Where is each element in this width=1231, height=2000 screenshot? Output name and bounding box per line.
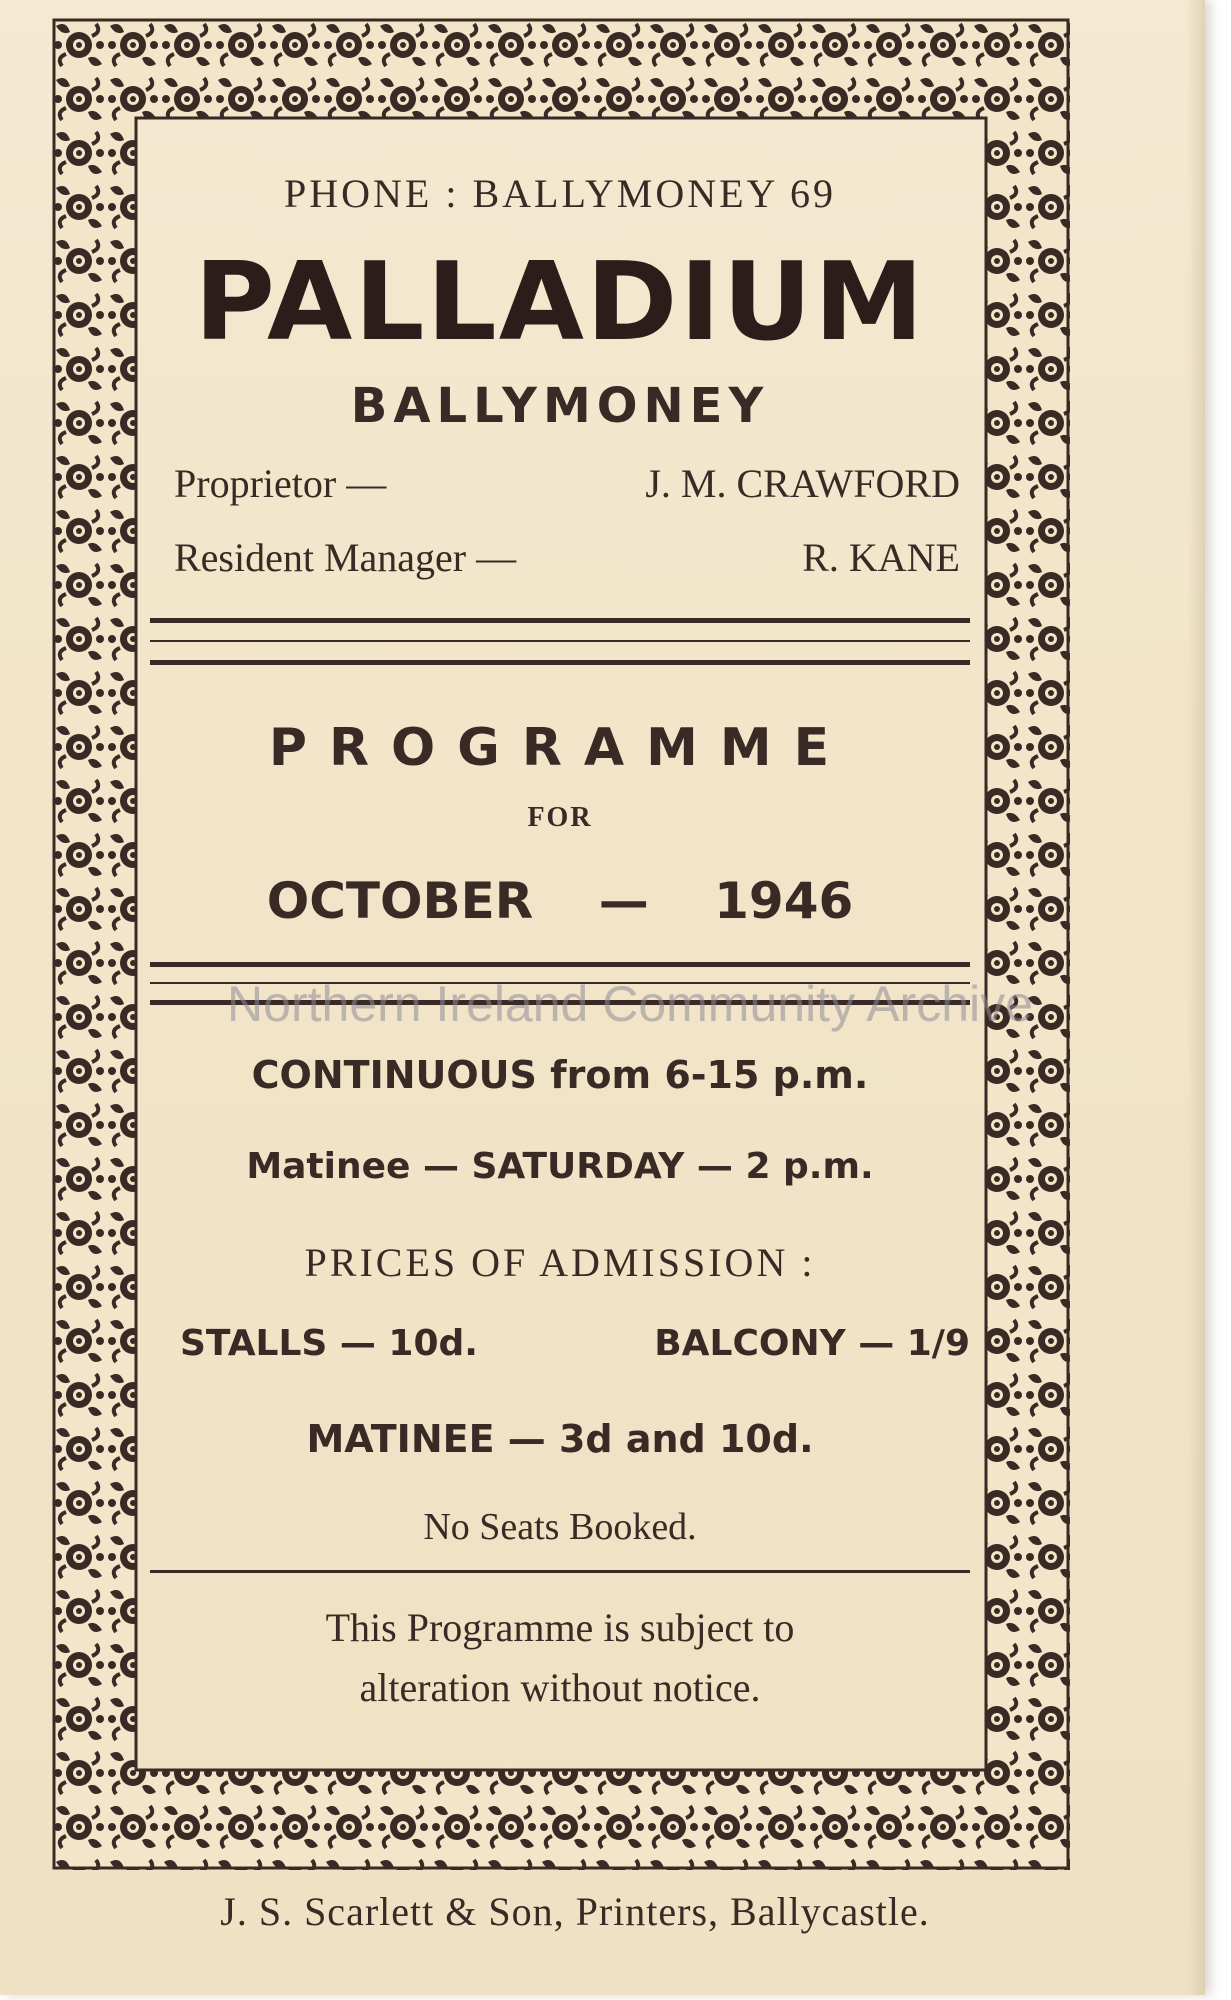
stalls-price: STALLS — 10d. — [180, 1323, 478, 1364]
manager-line — [174, 534, 960, 581]
divider-rule — [150, 618, 970, 623]
programme-heading: PROGRAMME — [268, 718, 852, 778]
programme-date — [150, 872, 970, 930]
prices-heading: PRICES OF ADMISSION : — [304, 1240, 816, 1285]
divider-rule — [150, 962, 970, 967]
balcony-price: BALCONY — 1/9 — [654, 1323, 970, 1364]
divider-rule — [150, 660, 970, 665]
printer-credit: J. S. Scarlett & Son, Printers, Ballycastle. — [220, 1889, 930, 1934]
divider-rule — [150, 640, 970, 642]
no-seats-booked: No Seats Booked. — [423, 1506, 697, 1548]
programme-month: OCTOBER — [266, 872, 534, 930]
divider-rule — [150, 982, 970, 984]
cinema-name: PALLADIUM — [194, 240, 926, 365]
town-name: BALLYMONEY — [350, 378, 770, 434]
notice-line-2: alteration without notice. — [359, 1665, 761, 1710]
date-dash: — — [598, 872, 649, 930]
manager-name: R. KANE — [802, 535, 960, 580]
divider-rule — [150, 1570, 970, 1573]
proprietor-line — [174, 460, 960, 507]
phone-number: PHONE : BALLYMONEY 69 — [284, 171, 836, 216]
notice-line-1: This Programme is subject to — [325, 1605, 795, 1650]
divider-rule — [150, 1000, 970, 1005]
proprietor-label: Proprietor — — [174, 461, 387, 506]
seat-prices — [180, 1323, 970, 1364]
programme-year: 1946 — [714, 872, 854, 930]
proprietor-name: J. M. CRAWFORD — [645, 461, 960, 506]
archive-watermark: Northern Ireland Community Archive — [227, 976, 1033, 1032]
matinee-price: MATINEE — 3d and 10d. — [306, 1417, 814, 1461]
manager-label: Resident Manager — — [174, 535, 517, 580]
matinee-schedule: Matinee — SATURDAY — 2 p.m. — [246, 1146, 874, 1187]
programme-for: FOR — [527, 802, 593, 833]
continuous-showing: CONTINUOUS from 6-15 p.m. — [251, 1053, 869, 1097]
